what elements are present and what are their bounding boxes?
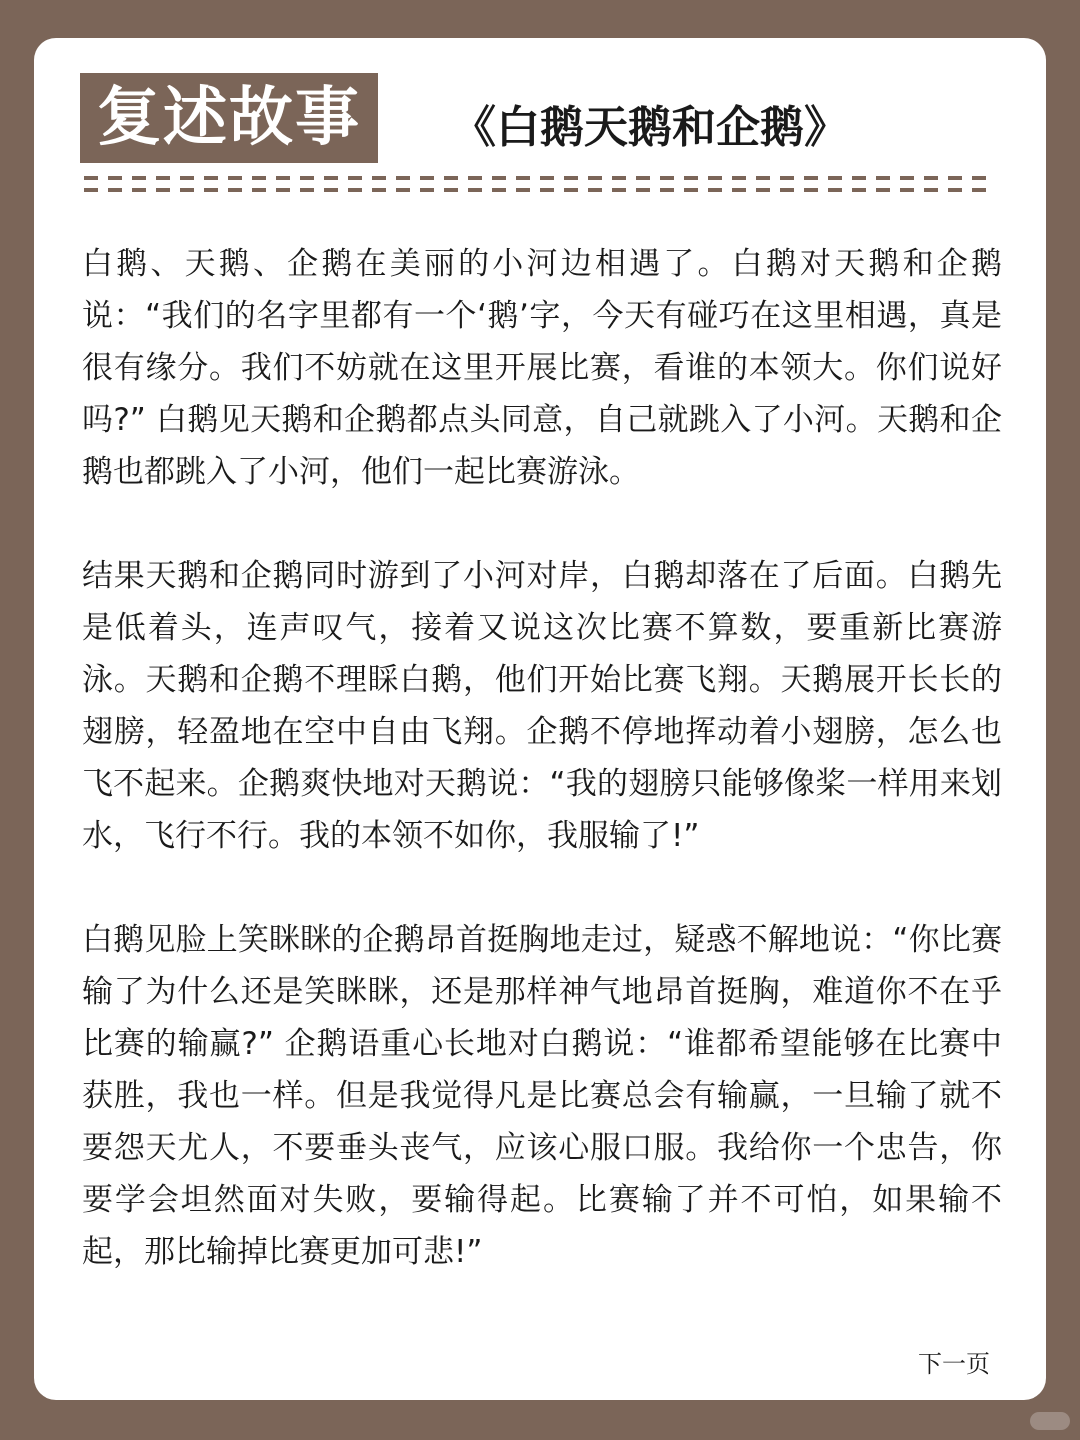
dashed-divider-top: [84, 176, 996, 180]
story-paragraph-3: 白鹅见脸上笑眯眯的企鹅昂首挺胸地走过，疑惑不解地说：“你比赛输了为什么还是笑眯眯，还是那样神气地昂首挺胸，难道你不在乎比赛的输赢?” 企鹅语重心长地对白鹅说：“谁都希望能够在比赛中获胜，我也一样。但是我觉得凡是比赛总会有输赢，一旦输了就不要怨天尤人，不要垂头丧气，应该心服口服。我给你一个忠告，你要学会坦然面对失败，要输得起。比赛输了并不可怕，如果输不起，那比输掉比赛更加可悲!”: [82, 922, 1002, 1270]
dashed-divider-bottom: [84, 188, 996, 192]
story-card: [34, 38, 1046, 1400]
story-paragraph-2: 结果天鹅和企鹅同时游到了小河对岸，白鹅却落在了后面。白鹅先是低着头，连声叹气，接着又说这次比赛不算数，要重新比赛游泳。天鹅和企鹅不理睬白鹅，他们开始比赛飞翔。天鹅展开长长的翅膀，轻盈地在空中自由飞翔。企鹅不停地挥动着小翅膀，怎么也飞不起来。企鹅爽快地对天鹅说：“我的翅膀只能够像桨一样用来划水，飞行不行。我的本领不如你，我服输了!”: [82, 558, 1002, 854]
story-paragraph-1: 白鹅、天鹅、企鹅在美丽的小河边相遇了。白鹅对天鹅和企鹅说：“我们的名字里都有一个‘鹅’字，今天有碰巧在这里相遇，真是很有缘分。我们不妨就在这里开展比赛，看谁的本领大。你们说好吗?” 白鹅见天鹅和企鹅都点头同意，自己就跳入了小河。天鹅和企鹅也都跳入了小河，他们一起比赛游泳。: [82, 246, 1002, 490]
next-page-link[interactable]: 下一页: [918, 1350, 990, 1378]
section-badge: 复述故事: [80, 73, 378, 163]
story-body: [82, 238, 1002, 1330]
watermark-logo: [1030, 1412, 1070, 1430]
story-title: 《白鹅天鹅和企鹅》: [452, 102, 848, 153]
